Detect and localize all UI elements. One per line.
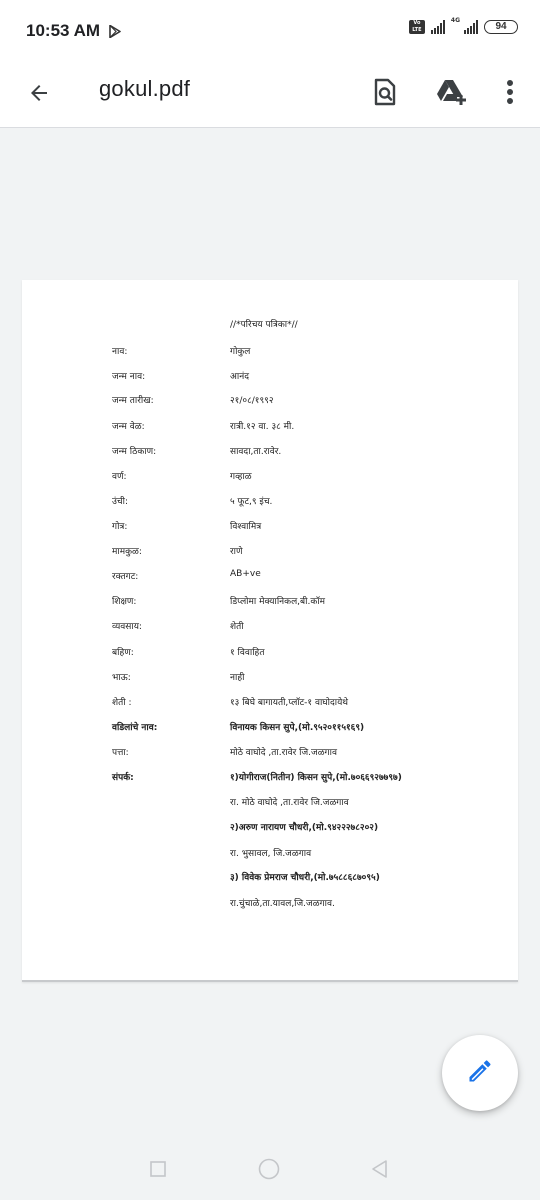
contact-line: रा. भुसावल, जि.जळगाव [230, 849, 312, 859]
play-store-icon [109, 23, 121, 42]
field-value: AB+ve [230, 569, 261, 579]
edit-pencil-icon [466, 1057, 494, 1089]
field-value: गव्हाळ [230, 472, 252, 482]
field-label: वर्ण: [112, 472, 127, 482]
back-arrow-icon[interactable] [22, 76, 56, 110]
status-indicators [409, 16, 518, 34]
field-value: राणे [230, 547, 243, 557]
status-bar [0, 0, 540, 64]
field-label: बहिण: [112, 648, 134, 658]
contact-line: ३) विवेक प्रेमराज चौधरी,(मो.७५८८६८७०९५) [230, 873, 380, 883]
field-value: २१/०८/१९९२ [230, 396, 274, 406]
field-value: गोकुल [230, 347, 251, 357]
add-to-drive-icon[interactable] [432, 72, 472, 112]
signal-icon [431, 20, 445, 34]
volte-icon: Vo LTE [409, 20, 425, 34]
field-label: जन्म तारीख: [112, 396, 154, 406]
more-vert-icon[interactable] [490, 72, 530, 112]
field-value: विनायक किसन सुपे,(मो.९५२०११५१६९) [230, 723, 365, 733]
field-value: १ विवाहित [230, 648, 265, 658]
field-label: संपर्क: [112, 773, 134, 783]
page-heading: //*परिचय पत्रिका*// [230, 320, 298, 330]
recent-apps-icon[interactable] [146, 1157, 170, 1181]
field-label: जन्म नाव: [112, 372, 146, 382]
field-label: नाव: [112, 347, 128, 357]
field-label: जन्म ठिकाण: [112, 447, 157, 457]
document-title: gokul.pdf [99, 76, 191, 101]
field-label: भाऊ: [112, 673, 131, 683]
field-label: वडिलांचे नाव: [112, 723, 158, 733]
field-label: जन्म वेळ: [112, 422, 145, 432]
find-in-page-icon[interactable] [365, 72, 405, 112]
field-value: मोठे वाघोदे ,ता.रावेर जि.जळगाव [230, 748, 337, 758]
field-value: रात्री.१२ वा. ३८ मी. [230, 422, 295, 432]
field-value: १३ बिघे बागायती,प्लॉट-१ वाघोदायेथे [230, 698, 349, 708]
status-time: 10:53 AM [26, 21, 101, 40]
field-label: शेती : [112, 698, 132, 708]
field-label: पत्ता: [112, 748, 129, 758]
field-value: आनंद [230, 372, 249, 382]
contact-line: रा.चुंचाळे,ता.यावल,जि.जळगाव. [230, 899, 335, 909]
field-label: रक्तगट: [112, 572, 139, 582]
signal-icon-2 [464, 20, 478, 34]
contact-line: रा. मोठे वाघोदे ,ता.रावेर जि.जळगाव [230, 798, 349, 808]
field-label: व्यवसाय: [112, 622, 142, 632]
pdf-page [22, 280, 518, 982]
contact-line: २)अरुण नारायण चौधरी,(मो.९४२२२७८२०२) [230, 823, 379, 833]
system-nav-bar [0, 1140, 540, 1200]
network-type-label: 4G [450, 16, 460, 24]
app-bar [0, 64, 540, 128]
edit-fab-button[interactable] [442, 1035, 518, 1111]
field-value: नाही [230, 673, 245, 683]
field-value: डिप्लोमा मेक्यानिकल,बी.कॉम [230, 597, 325, 607]
field-label: उंची: [112, 497, 129, 507]
field-value: ५ फूट,९ इंच. [230, 497, 273, 507]
field-value: १)योगीराज(नितीन) किसन सुपे,(मो.७०६६९२७७९७) [230, 773, 402, 783]
field-label: शिक्षण: [112, 597, 137, 607]
field-value: विश्वामित्र [230, 522, 262, 532]
field-value: शेती [230, 622, 244, 632]
battery-icon: 94 [484, 20, 518, 34]
home-icon[interactable] [257, 1157, 281, 1181]
back-icon[interactable] [368, 1157, 392, 1181]
field-label: मामकुळ: [112, 547, 142, 557]
field-value: सावदा,ता.रावेर. [230, 447, 282, 457]
field-label: गोत्र: [112, 522, 128, 532]
